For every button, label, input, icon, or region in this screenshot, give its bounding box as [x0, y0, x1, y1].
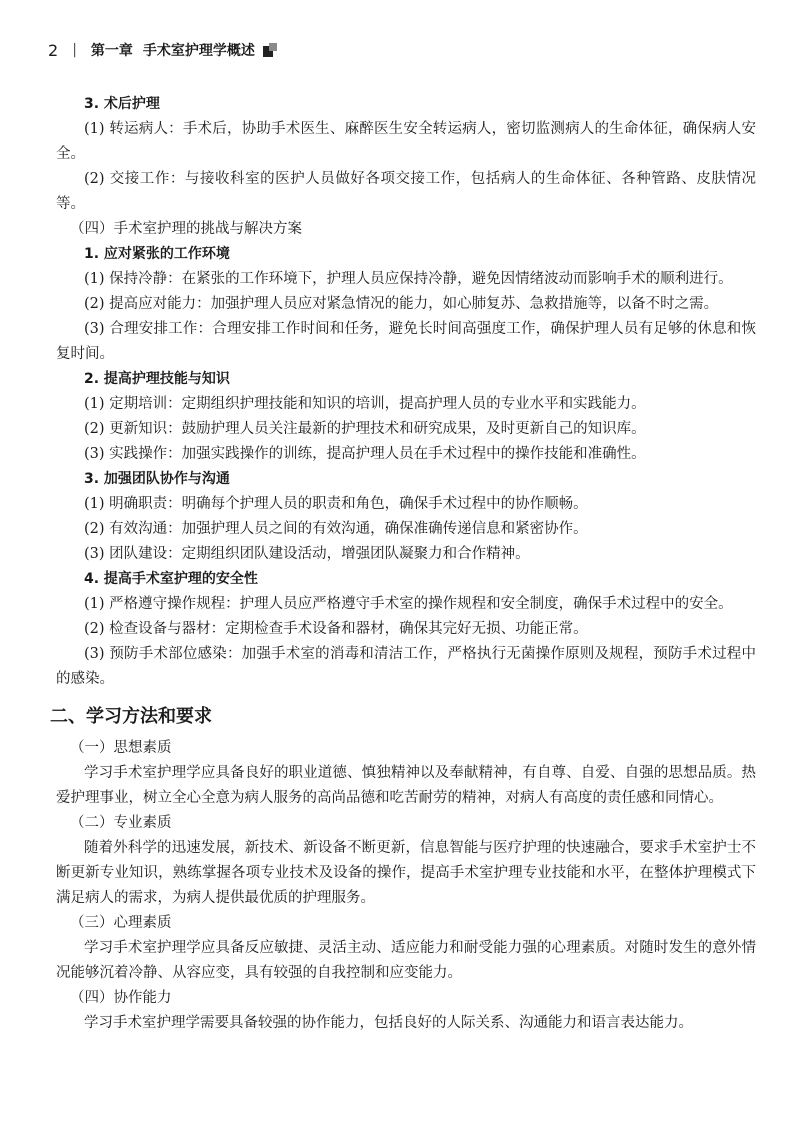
page-number: 2 [48, 40, 59, 60]
paragraph: (1) 定期培训：定期组织护理技能和知识的培训，提高护理人员的专业水平和实践能力。 [84, 396, 646, 412]
paragraph: (1) 严格遵守操作规程：护理人员应严格遵守手术室的操作规程和安全制度，确保手术过程中的安全。 [84, 596, 733, 612]
subsection-heading: 2. 提高护理技能与知识 [84, 371, 230, 387]
paragraph: (1) 保持冷静：在紧张的工作环境下，护理人员应保持冷静，避免因情绪波动而影响手术的顺利进行。 [84, 271, 733, 287]
paragraph: (2) 提高应对能力：加强护理人员应对紧急情况的能力，如心肺复苏、急救措施等，以备不时之需。 [84, 296, 719, 312]
part-heading: 二、学习方法和要求 [50, 706, 212, 727]
paragraph: (2) 检查设备与器材：定期检查手术设备和器材，确保其完好无损、功能正常。 [84, 621, 588, 637]
section-heading: （四）协作能力 [70, 990, 172, 1006]
paragraph: (3) 实践操作：加强实践操作的训练，提高护理人员在手术过程中的操作技能和准确性。 [84, 446, 646, 462]
paragraph: (3) 合理安排工作：合理安排工作时间和任务，避免长时间高强度工作，确保护理人员有足够的休息和恢复时间。 [56, 321, 756, 362]
paragraph: 随着外科学的迅速发展，新技术、新设备不断更新，信息智能与医疗护理的快速融合，要求手术室护士不断更新专业知识，熟练掌握各项专业技术及设备的操作，提高手术室护理专业技能和水平，在整体护理模式下满足病人的需求，为病人提供最优质的护理服务。 [56, 840, 756, 906]
paragraph: (2) 有效沟通：加强护理人员之间的有效沟通，确保准确传递信息和紧密协作。 [84, 521, 588, 537]
paragraph: 学习手术室护理学应具备反应敏捷、灵活主动、适应能力和耐受能力强的心理素质。对随时发生的意外情况能够沉着冷静、从容应变，具有较强的自我控制和应变能力。 [56, 940, 756, 981]
paragraph: (3) 预防手术部位感染：加强手术室的消毒和清洁工作，严格执行无菌操作原则及规程，预防手术过程中的感染。 [56, 646, 756, 687]
paragraph: (2) 更新知识：鼓励护理人员关注最新的护理技术和研究成果，及时更新自己的知识库。 [84, 421, 646, 437]
header-separator: | [72, 42, 77, 58]
running-header [48, 36, 277, 64]
chapter-label: 第一章 [90, 43, 133, 59]
section-heading: （一）思想素质 [70, 740, 172, 756]
paragraph: 学习手术室护理学应具备良好的职业道德、慎独精神以及奉献精神，有自尊、自爱、自强的思想品质。热爱护理事业，树立全心全意为病人服务的高尚品德和吃苦耐劳的精神，对病人有高度的责任感和同情心。 [56, 765, 756, 806]
subsection-heading: 3. 术后护理 [84, 96, 160, 112]
paragraph: (1) 转运病人：手术后，协助手术医生、麻醉医生安全转运病人，密切监测病人的生命体征，确保病人安全。 [56, 121, 756, 162]
paragraph: (3) 团队建设：定期组织团队建设活动，增强团队凝聚力和合作精神。 [84, 546, 530, 562]
chapter-title: 手术室护理学概述 [142, 43, 255, 59]
paragraph: (1) 明确职责：明确每个护理人员的职责和角色，确保手术过程中的协作顺畅。 [84, 496, 588, 512]
paragraph: (2) 交接工作：与接收科室的医护人员做好各项交接工作，包括病人的生命体征、各种管路、皮肤情况等。 [56, 171, 756, 212]
decorative-squares-icon [263, 43, 277, 57]
subsection-heading: 1. 应对紧张的工作环境 [84, 246, 230, 262]
section-heading: （二）专业素质 [70, 815, 172, 831]
section-heading: （三）心理素质 [70, 915, 172, 931]
section-heading: （四）手术室护理的挑战与解决方案 [70, 221, 302, 237]
paragraph: 学习手术室护理学需要具备较强的协作能力，包括良好的人际关系、沟通能力和语言表达能力。 [84, 1015, 693, 1031]
subsection-heading: 4. 提高手术室护理的安全性 [84, 571, 258, 587]
page-body [50, 92, 756, 1036]
subsection-heading: 3. 加强团队协作与沟通 [84, 471, 230, 487]
